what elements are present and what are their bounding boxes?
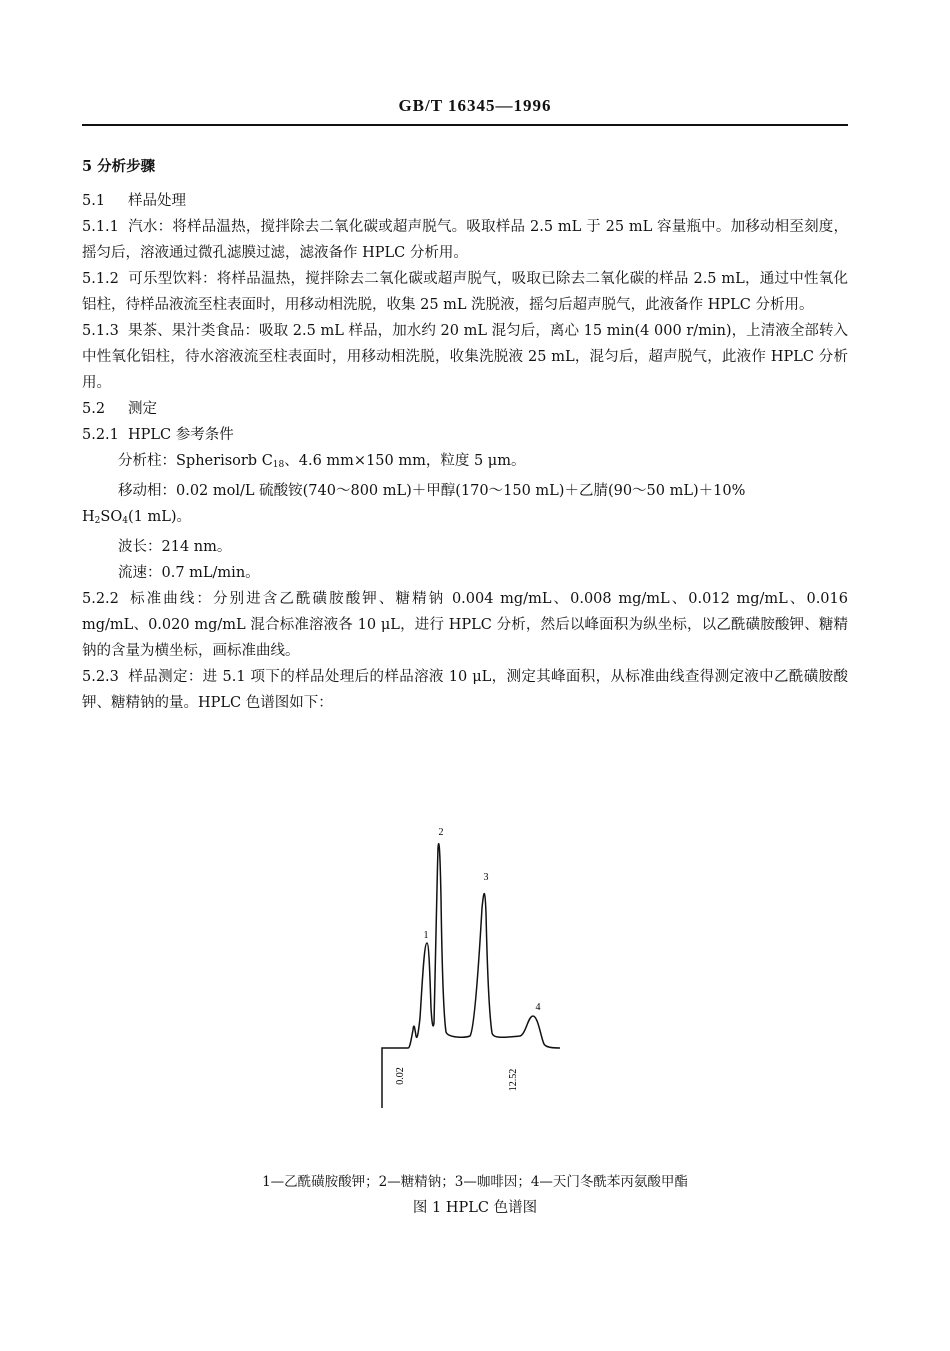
time-label-caffeine: 12.52 (508, 1068, 519, 1092)
peak-label-4: 4 (535, 1002, 541, 1013)
column-spec-text-2: 、4.6 mm×150 mm，粒度 5 μm。 (284, 453, 526, 469)
section-5-1-2 (82, 266, 848, 318)
section-5-2-3-text: 样品测定：进 5.1 项下的样品处理后的样品溶液 10 μL，测定其峰面积，从标准曲线查得测定液中乙酰磺胺酸钾、糖精钠的量。HPLC 色谱图如下： (82, 669, 848, 711)
figure-legend: 1—乙酰磺胺酸钾；2—糖精钠；3—咖啡因；4—天门冬酰苯丙氨酸甲酯 (262, 1174, 688, 1190)
mobile-phase-volume: (1 mL)。 (127, 509, 191, 525)
section-5-1-title: 样品处理 (128, 193, 186, 209)
time-label-start: 0.02 (395, 1067, 406, 1085)
section-5-2-3 (82, 664, 848, 716)
standard-code-header: GB/T 16345—1996 (398, 96, 552, 115)
section-5-2-1-heading (82, 422, 848, 448)
peak-label-2: 2 (438, 827, 444, 838)
section-5-1-3-text: 果茶、果汁类食品：吸取 2.5 mL 样品，加水约 20 mL 混匀后，离心 15 min(4 000 r/min)，上清液全部转入中性氧化铝柱，待水溶液流至柱表面时，用移动相洗脱，收集洗脱液 25 mL，混匀后，超声脱气，此液作 HPLC 分析用。 (82, 323, 848, 391)
mobile-phase-line-2 (82, 504, 848, 534)
section-5-2-3-number: 5.2.3 (82, 669, 119, 685)
section-5-1-2-text: 可乐型饮料：将样品温热，搅拌除去二氧化碳或超声脱气，吸取已除去二氧化碳的样品 2.5 mL，通过中性氧化铝柱，待样品液流至柱表面时，用移动相洗脱，收集 25 mL 洗脱液，摇匀后超声脱气，此液备作 HPLC 分析用。 (82, 271, 848, 313)
section-5-1-heading (82, 188, 848, 214)
figure-caption: 图 1 HPLC 色谱图 (412, 1200, 538, 1216)
column-spec-text: 分析柱：Spherisorb C (118, 453, 273, 469)
mobile-phase-h: H (82, 509, 95, 525)
section-5-2-title: 测定 (128, 401, 157, 417)
section-5-2-2-number: 5.2.2 (82, 591, 119, 607)
mobile-phase-sub-4: 4 (122, 516, 128, 526)
section-5-1-2-number: 5.1.2 (82, 271, 119, 287)
wavelength-spec: 波长：214 nm。 (118, 539, 232, 555)
mobile-phase-line-1: 移动相：0.02 mol/L 硫酸铵(740～800 mL)＋甲醇(170～150 mL)＋乙腈(90～50 mL)＋10% (118, 483, 746, 499)
section-5-content (82, 154, 848, 716)
section-5-1-number: 5.1 (82, 193, 106, 209)
section-5-2-2 (82, 586, 848, 664)
mobile-phase-sub-2: 2 (94, 516, 101, 526)
hplc-chromatogram (360, 818, 590, 1118)
flow-rate-spec: 流速：0.7 mL/min。 (118, 565, 260, 581)
section-5-1-3 (82, 318, 848, 396)
section-5-1-3-number: 5.1.3 (82, 323, 119, 339)
section-5-2-1-title: HPLC 参考条件 (128, 427, 234, 443)
peak-label-3: 3 (483, 872, 489, 883)
peak-label-1: 1 (423, 930, 429, 941)
column-spec-subscript: 18 (272, 460, 285, 470)
section-5-2-1-number: 5.2.1 (82, 427, 119, 443)
section-5-2-2-text: 标准曲线：分别进含乙酰磺胺酸钾、糖精钠 0.004 mg/mL、0.008 mg/mL、0.012 mg/mL、0.016 mg/mL、0.020 mg/mL 混合标准溶液各 10 μL，进行 HPLC 分析，然后以峰面积为纵坐标，以乙酰磺胺酸钾、糖精钠的含量为横坐标，画标准曲线。 (82, 591, 848, 659)
section-5-title: 5 分析步骤 (82, 158, 156, 175)
section-5-2-heading (82, 396, 848, 422)
header-rule (82, 124, 848, 126)
section-5-1-1 (82, 214, 848, 266)
column-spec (82, 448, 848, 478)
section-5-1-1-text: 汽水：将样品温热，搅拌除去二氧化碳或超声脱气。吸取样品 2.5 mL 于 25 mL 容量瓶中。加移动相至刻度，摇匀后，溶液通过微孔滤膜过滤，滤液备作 HPLC 分析用。 (82, 219, 848, 261)
chromatogram-trace (382, 844, 560, 1108)
section-5-1-1-number: 5.1.1 (82, 219, 119, 235)
mobile-phase-so: SO (100, 509, 123, 525)
section-5-2-number: 5.2 (82, 401, 106, 417)
